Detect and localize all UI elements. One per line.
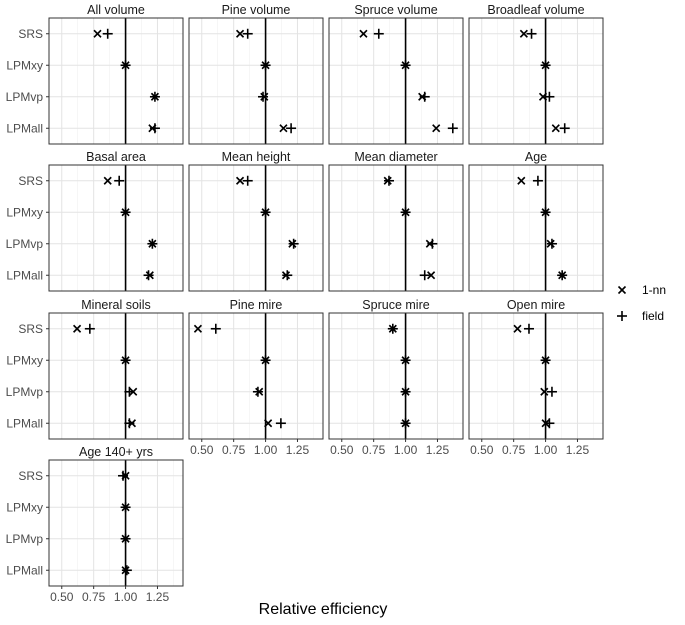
x-axis-title: Relative efficiency [258, 601, 388, 618]
panel [189, 298, 323, 457]
panel-title: Mineral soils [81, 298, 151, 312]
panel [469, 150, 603, 291]
y-tick-label: LPMvp [5, 236, 43, 251]
panel-title: Pine mire [229, 298, 283, 312]
y-tick-label: LPMxy [6, 353, 43, 368]
y-tick-label: SRS [18, 321, 43, 336]
y-tick-label: LPMall [6, 121, 43, 136]
x-tick-label: 1.00 [393, 443, 418, 457]
x-tick-label: 1.25 [565, 443, 590, 457]
panel-background [469, 313, 603, 439]
panel-background [329, 18, 463, 144]
y-tick-label: LPMvp [5, 89, 43, 104]
y-tick-label: LPMall [6, 563, 43, 578]
panel [189, 150, 323, 291]
x-tick-label: 1.00 [533, 443, 558, 457]
panel-title: Mean diameter [354, 150, 438, 164]
x-tick-label: 1.00 [113, 590, 138, 604]
panel [469, 298, 603, 457]
y-tick-label: SRS [18, 173, 43, 188]
panel-background [329, 165, 463, 291]
panel [189, 3, 323, 144]
panel-title: Spruce mire [362, 298, 430, 312]
panel [329, 150, 463, 291]
x-tick-label: 0.50 [330, 443, 354, 457]
x-tick-label: 0.50 [470, 443, 494, 457]
x-tick-label: 0.75 [361, 443, 386, 457]
y-tick-label: LPMxy [6, 58, 43, 73]
panel [329, 298, 463, 457]
panel-background [49, 460, 183, 586]
panel-background [49, 165, 183, 291]
y-tick-label: LPMall [6, 268, 43, 283]
y-tick-label: LPMvp [5, 384, 43, 399]
panel-title: All volume [87, 3, 145, 17]
x-tick-label: 0.75 [221, 443, 246, 457]
x-tick-label: 1.25 [425, 443, 450, 457]
y-tick-label: SRS [18, 468, 43, 483]
panel-title: Basal area [86, 150, 146, 164]
panel-title: Spruce volume [354, 3, 438, 17]
x-tick-label: 0.50 [190, 443, 214, 457]
panel-title: Broadleaf volume [487, 3, 585, 17]
panel-title: Age [524, 150, 548, 164]
panel [6, 298, 183, 439]
x-tick-label: 0.75 [81, 590, 106, 604]
panel-background [49, 18, 183, 144]
y-tick-label: LPMxy [6, 500, 43, 515]
legend-label: 1-nn [642, 283, 667, 297]
panel [6, 150, 183, 291]
x-tick-label: 1.00 [253, 443, 278, 457]
x-tick-label: 0.75 [501, 443, 526, 457]
panel-background [469, 18, 603, 144]
y-tick-label: SRS [18, 26, 43, 41]
legend-label: field [642, 309, 665, 323]
x-tick-label: 1.25 [145, 590, 170, 604]
panel-background [189, 18, 323, 144]
y-tick-label: LPMxy [6, 205, 43, 220]
panel-title: Age 140+ yrs [78, 445, 154, 459]
y-tick-label: LPMall [6, 416, 43, 431]
legend [617, 283, 666, 323]
panel-title: Open mire [506, 298, 566, 312]
panel [6, 3, 183, 144]
panel-title: Mean height [221, 150, 291, 164]
panel [6, 445, 183, 604]
panel-title: Pine volume [221, 3, 291, 17]
panel-background [49, 313, 183, 439]
panel-background [189, 313, 323, 439]
panel [329, 3, 463, 144]
panel [469, 3, 603, 144]
panel-background [469, 165, 603, 291]
y-tick-label: LPMvp [5, 531, 43, 546]
x-tick-label: 0.50 [50, 590, 74, 604]
x-tick-label: 1.25 [285, 443, 310, 457]
panel-background [189, 165, 323, 291]
